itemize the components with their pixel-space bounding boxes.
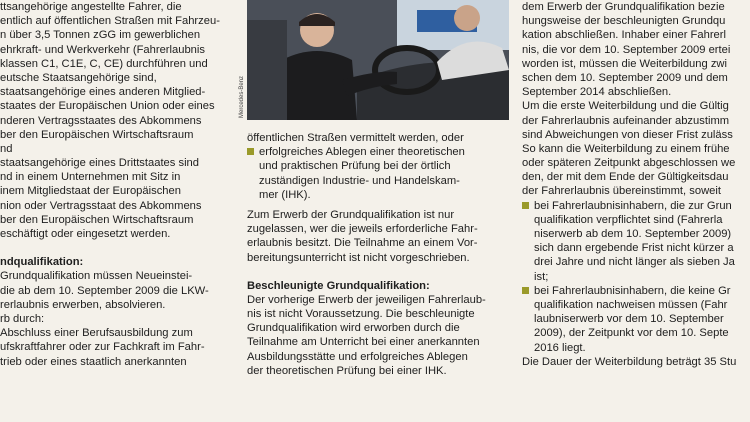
middle-text-line: öffentlichen Straßen vermittelt werden, oder xyxy=(247,132,464,144)
middle-bullet xyxy=(247,145,509,202)
right-text-line: kation abschließen. Inhaber einer Fahrerl xyxy=(522,29,726,42)
right-last-line: Die Dauer der Weiterbildung beträgt 35 Stu xyxy=(522,355,737,368)
middle-column xyxy=(247,131,509,378)
left-text-line: nd in einem Unternehmen mit Sitz in xyxy=(0,171,181,184)
photo-illustration xyxy=(247,0,509,120)
middle-bullet-line: und praktischen Prüfung bei der örtlich xyxy=(259,160,451,173)
left-text-line: nion oder Vertragsstaat des Abkommens xyxy=(0,199,202,212)
middle-heading: Beschleunigte Grundqualifikation: xyxy=(247,279,430,292)
middle-text-line: bereitungsunterricht ist nicht vorgeschrieben. xyxy=(247,251,470,264)
middle-bullet-line: erfolgreiches Ablegen einer theoretischen xyxy=(247,145,509,159)
middle-text-line: zugelassen, wer die jeweils erforderliche Fahr- xyxy=(247,223,478,236)
middle-text-line: der theoretischen Prüfung bei einer IHK. xyxy=(247,364,447,377)
middle-text-line: nis ist nicht Voraussetzung. Die beschleunigte xyxy=(247,308,475,321)
right-text-line: oder späteren Zeitpunkt abgeschlossen we xyxy=(522,157,736,170)
right-bullet-line: laubniserwerb vor dem 10. September xyxy=(534,313,724,326)
right-bullet-line: 2009), der Zeitpunkt vor dem 10. Septe xyxy=(534,327,729,340)
middle-heading-body xyxy=(247,293,509,378)
left-column xyxy=(0,0,238,369)
middle-intro-text xyxy=(247,131,509,145)
left-text-line: entlich auf öffentlichen Straßen mit Fahrzeu- xyxy=(0,15,220,28)
middle-text-line: erlaubnis besitzt. Die Teilnahme an einem Vor- xyxy=(247,237,478,250)
left-text-line: rb durch: xyxy=(0,312,45,325)
middle-text-line: Zum Erwerb der Grundqualifikation ist nur xyxy=(247,208,455,221)
left-heading: ndqualifikation: xyxy=(0,256,84,269)
middle-text-line: Ausbildungsstätte und erfolgreiches Ablegen xyxy=(247,350,468,363)
right-bullet-line: bei Fahrerlaubnisinhabern, die keine Gr xyxy=(522,284,750,298)
right-text-line: schen dem 10. September 2009 und dem xyxy=(522,71,728,84)
left-text-line: nderen Vertragsstaates des Abkommens xyxy=(0,114,202,127)
right-text-line: der Fahrerlaubnis aufeinander abzustimm xyxy=(522,114,730,127)
left-text-line: Grundqualifikation müssen Neueinstei- xyxy=(0,270,193,283)
right-bullet-line: 2016 liegt. xyxy=(534,341,586,354)
right-bullet-line: qualifikation verpflichtet sind (Fahrerla xyxy=(534,213,723,226)
left-text-line: ehrkraft- und Werkverkehr (Fahrerlaubnis xyxy=(0,43,205,56)
left-text-line: die ab dem 10. September 2009 die LKW- xyxy=(0,284,209,297)
right-bullet-1 xyxy=(522,199,750,284)
left-text-line: ber den Europäischen Wirtschaftsraum xyxy=(0,128,194,141)
photo-truck-cab xyxy=(247,0,509,120)
middle-text-line: Der vorherige Erwerb der jeweiligen Fahrerlaub- xyxy=(247,293,486,306)
right-text-line: hungsweise der beschleunigten Grundqu xyxy=(522,15,726,28)
left-text-line: ttsangehörige angestellte Fahrer, die xyxy=(0,1,182,13)
left-text-line: staatsangehörige eines anderen Mitglied- xyxy=(0,86,206,99)
left-body-text xyxy=(0,0,238,241)
bullet-square-icon xyxy=(522,287,529,294)
left-text-line: eschäftigt oder eingesetzt werden. xyxy=(0,228,171,240)
right-bullet-line: qualifikation nachweisen müssen (Fahr xyxy=(534,298,728,311)
middle-paragraph xyxy=(247,208,509,265)
left-text-line: inem Mitgliedstaat der Europäischen xyxy=(0,185,181,198)
left-text-line: staatsangehörige eines Drittstaates sind xyxy=(0,157,200,170)
right-text-line: dem Erwerb der Grundqualifikation bezie xyxy=(522,1,725,13)
left-text-line: Abschluss einer Berufsausbildung zum xyxy=(0,327,193,340)
right-bullet-line: drei Jahre und nicht länger als sieben Ja xyxy=(534,256,735,269)
bullet-square-icon xyxy=(247,148,254,155)
right-text-line: der Fahrerlaubnis übereinstimmt, soweit xyxy=(522,185,721,198)
left-text-line: rerlaubnis erwerben, absolvieren. xyxy=(0,298,166,311)
left-text-line: eutsche Staatsangehörige sind, xyxy=(0,71,157,84)
right-text-line: worden ist, müssen die Weiterbildung zwi xyxy=(522,57,727,70)
left-text-line: n über 3,5 Tonnen zGG im gewerblichen xyxy=(0,29,201,42)
right-column xyxy=(522,0,750,369)
left-text-line: ufskraftfahrer oder zur Fachkraft im Fahr- xyxy=(0,341,205,354)
left-text-line: nd xyxy=(0,142,13,155)
right-bullet-2 xyxy=(522,284,750,355)
right-text-line: nis, die vor dem 10. September 2009 ertei xyxy=(522,43,731,56)
left-text-line: trieb oder eines staatlich anerkannten xyxy=(0,355,187,368)
right-bullet-line: sich dann ergebende Frist nicht kürzer a xyxy=(534,242,734,255)
right-bullet-line: bei Fahrerlaubnisinhabern, die zur Grun xyxy=(522,199,750,213)
right-body-text xyxy=(522,0,750,199)
left-text-line: klassen C1, C1E, C, CE) durchführen und xyxy=(0,57,208,70)
bullet-square-icon xyxy=(522,202,529,209)
right-text-line: September 2014 abschließen. xyxy=(522,86,672,99)
right-text-line: sind Abweichungen von dieser Frist zuläss xyxy=(522,128,733,141)
middle-text-line: Teilnahme am Unterricht bei einer anerkannten xyxy=(247,336,480,349)
right-text-line: Um die erste Weiterbildung und die Gültig xyxy=(522,100,729,113)
right-bullet-line: ist; xyxy=(534,270,549,283)
right-text-line: So kann die Weiterbildung zu einem frühe xyxy=(522,142,730,155)
left-text-line: ber den Europäischen Wirtschaftsraum xyxy=(0,213,194,226)
left-text-line: staates der Europäischen Union oder eines xyxy=(0,100,215,113)
middle-bullet-line: mer (IHK). xyxy=(259,188,311,201)
left-after-text xyxy=(0,269,238,368)
middle-text-line: Grundqualifikation wird erworben durch die xyxy=(247,322,460,335)
middle-bullet-line: zuständigen Industrie- und Handelskam- xyxy=(259,174,460,187)
right-text-line: den, der mit dem Ende der Gültigkeitsdau xyxy=(522,171,729,184)
photo-credit: Mercedes-Benz xyxy=(239,75,245,118)
right-bullet-line: niserwerb ab dem 10. September 2009) xyxy=(534,228,732,240)
